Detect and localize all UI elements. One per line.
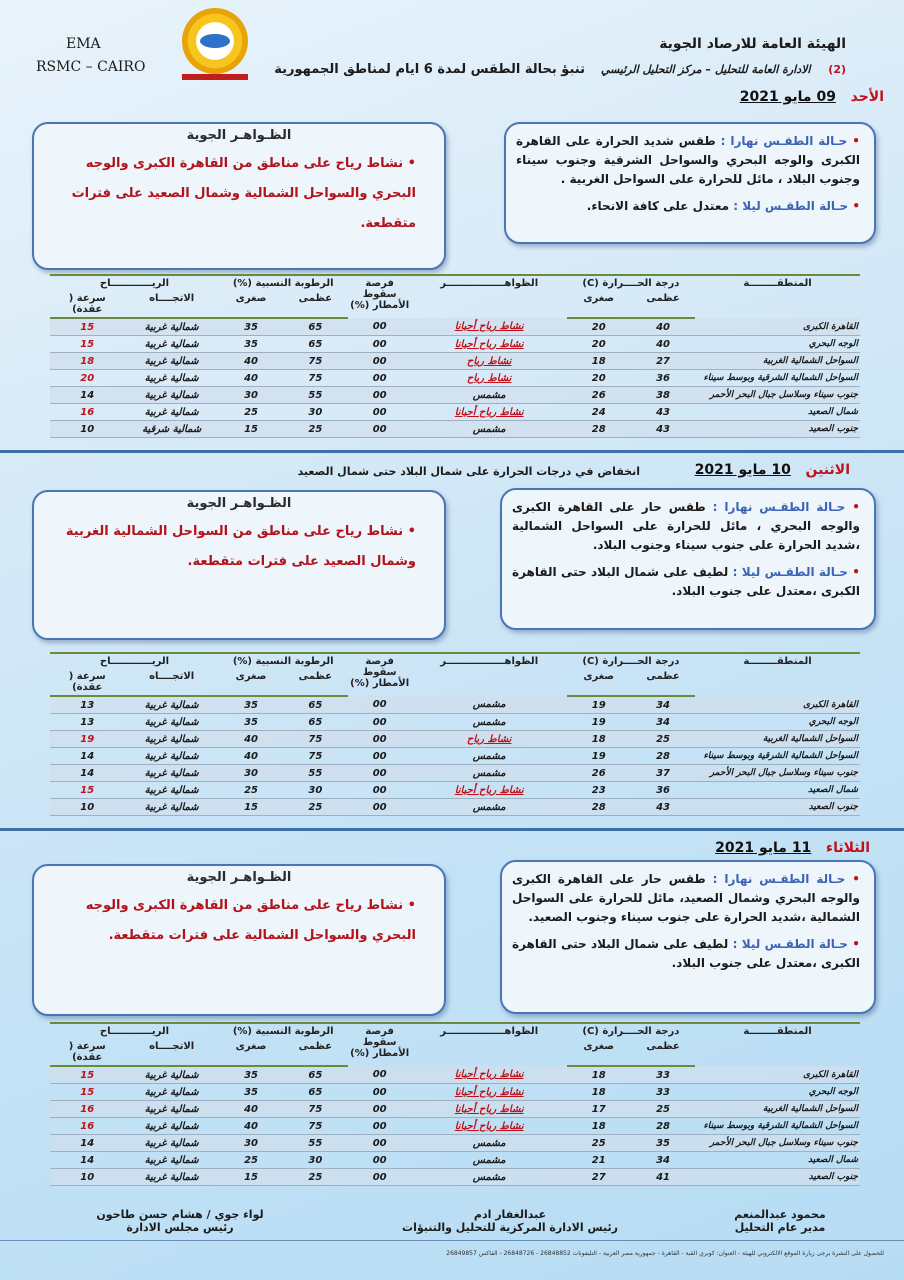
col-wind: الريــــــــــــاح [50,1023,219,1039]
wind-direction-cell: شمالية شرقية [124,421,218,438]
signature-right-name: محمود عبدالمنعم [734,1208,826,1221]
temp-min-cell: 28 [567,421,631,438]
day1-date: الأحد 09 مايو 2021 [739,89,884,105]
table-row [50,1118,860,1135]
day3-weather-box [500,860,876,1014]
temp-min-cell: 19 [567,696,631,714]
humidity-min-cell: 30 [219,387,283,404]
humidity-min-cell: 25 [219,1152,283,1169]
col-wind: الريــــــــــــاح [50,275,219,291]
day2-note: انخفاض في درجات الحرارة على شمال البلاد حتى شمال الصعيد [297,465,640,478]
wind-direction-cell: شمالية غربية [124,1169,218,1186]
rain-chance-cell: 00 [348,748,412,765]
humidity-min-cell: 25 [219,404,283,421]
humidity-min-cell: 30 [219,765,283,782]
col-wind-dir: الاتجــــاه [124,1039,218,1066]
wind-direction-cell: شمالية غربية [124,696,218,714]
day2-table [50,652,860,816]
temp-min-cell: 18 [567,353,631,370]
region-cell: القاهرة الكبرى [695,318,860,336]
day1-phenomena-text: • نشاط رياح على مناطق من القاهرة الكبرى والوجه البحري والسواحل الشمالية وشمال الصعيد على فترات متقطعة. [71,156,416,231]
col-max: عظمى [631,669,695,696]
day1-phenomena-box [32,122,446,270]
humidity-min-cell: 35 [219,1084,283,1101]
day3-phenomena-title: الظـواهـر الجوية [186,870,292,885]
region-cell: السواحل الشمالية الغربية [695,1101,860,1118]
region-cell: السواحل الشمالية الغربية [695,353,860,370]
col-max: عظمى [631,1039,695,1066]
temp-max-cell: 34 [631,1152,695,1169]
rain-chance-cell: 00 [348,1118,412,1135]
ema-label: EMA [66,36,101,52]
region-cell: جنوب الصعيد [695,421,860,438]
table-row [50,714,860,731]
humidity-min-cell: 15 [219,1169,283,1186]
rain-chance-cell: 00 [348,1101,412,1118]
signature-right [700,1208,860,1234]
temp-max-cell: 34 [631,696,695,714]
rain-chance-cell: 00 [348,782,412,799]
temp-min-cell: 20 [567,318,631,336]
day2-phenomena-box [32,490,446,640]
temp-max-cell: 40 [631,336,695,353]
wind-speed-cell: 16 [50,1101,124,1118]
day2-night-weather: • حـالة الطقـس ليلا : لطيف على شمال البلاد حتى القاهرة الكبرى ،معتدل على جنوب البلاد. [512,565,860,598]
humidity-min-cell: 40 [219,1101,283,1118]
humidity-min-cell: 15 [219,421,283,438]
signature-left-title: رئيس مجلس الادارة [126,1221,234,1234]
region-cell: شمال الصعيد [695,1152,860,1169]
temp-max-cell: 43 [631,421,695,438]
rain-chance-cell: 00 [348,1152,412,1169]
humidity-min-cell: 35 [219,714,283,731]
temp-min-cell: 23 [567,782,631,799]
phenomena-cell: مشمس [412,696,567,714]
rain-chance-cell: 00 [348,696,412,714]
humidity-max-cell: 25 [283,799,347,816]
humidity-max-cell: 65 [283,696,347,714]
col-rain: فرصة سقوط الأمطار (%) [348,1023,412,1066]
signature-mid-name: عبدالغفار ادم [473,1208,547,1221]
rain-chance-cell: 00 [348,336,412,353]
humidity-min-cell: 35 [219,696,283,714]
col-hum-min: صغرى [219,669,283,696]
humidity-min-cell: 35 [219,1066,283,1084]
day3-date-text: 11 مايو 2021 [715,840,812,856]
humidity-max-cell: 55 [283,387,347,404]
wind-speed-cell: 14 [50,1135,124,1152]
table-row [50,696,860,714]
wind-direction-cell: شمالية غربية [124,799,218,816]
signature-mid [380,1208,640,1234]
table-row [50,748,860,765]
col-hum-min: صغرى [219,291,283,318]
phenomena-cell: مشمس [412,765,567,782]
humidity-max-cell: 65 [283,1066,347,1084]
col-max: عظمى [631,291,695,318]
humidity-max-cell: 65 [283,1084,347,1101]
phenomena-cell: نشاط رياح أحيانا [412,404,567,421]
phenomena-cell: مشمس [412,1152,567,1169]
dept-number: (2) [828,63,846,76]
wind-direction-cell: شمالية غربية [124,336,218,353]
wind-direction-cell: شمالية غربية [124,748,218,765]
phenomena-cell: نشاط رياح أحيانا [412,1118,567,1135]
wind-direction-cell: شمالية غربية [124,1084,218,1101]
footer-line [0,1240,904,1241]
table-row [50,731,860,748]
col-temp: درجة الحــــرارة (C) [567,275,696,291]
temp-max-cell: 27 [631,353,695,370]
col-wind-speed: سرعة ( عقدة) [50,669,124,696]
wind-speed-cell: 20 [50,370,124,387]
temp-min-cell: 20 [567,370,631,387]
humidity-min-cell: 40 [219,731,283,748]
col-temp: درجة الحــــرارة (C) [567,1023,696,1039]
col-temp: درجة الحــــرارة (C) [567,653,696,669]
phenomena-cell: نشاط رياح أحيانا [412,318,567,336]
phenomena-cell: نشاط رياح أحيانا [412,336,567,353]
temp-max-cell: 34 [631,714,695,731]
humidity-max-cell: 25 [283,421,347,438]
wind-speed-cell: 14 [50,387,124,404]
wind-speed-cell: 15 [50,1084,124,1101]
col-wind: الريــــــــــــاح [50,653,219,669]
humidity-min-cell: 30 [219,1135,283,1152]
humidity-max-cell: 30 [283,1152,347,1169]
day2-phenomena-title: الظـواهـر الجوية [186,496,292,511]
wind-speed-cell: 10 [50,1169,124,1186]
wind-direction-cell: شمالية غربية [124,318,218,336]
temp-min-cell: 24 [567,404,631,421]
wind-direction-cell: شمالية غربية [124,765,218,782]
phenomena-cell: مشمس [412,387,567,404]
humidity-max-cell: 30 [283,782,347,799]
rain-chance-cell: 00 [348,1169,412,1186]
wind-direction-cell: شمالية غربية [124,731,218,748]
col-min: صغرى [567,291,631,318]
temp-max-cell: 33 [631,1066,695,1084]
table-row [50,1066,860,1084]
day2-table-body [50,696,860,816]
table-row [50,353,860,370]
temp-min-cell: 18 [567,1066,631,1084]
wind-direction-cell: شمالية غربية [124,714,218,731]
wind-direction-cell: شمالية غربية [124,1066,218,1084]
temp-min-cell: 25 [567,1135,631,1152]
rain-chance-cell: 00 [348,1066,412,1084]
logo-underline [182,74,248,80]
wind-speed-cell: 14 [50,1152,124,1169]
rain-chance-cell: 00 [348,731,412,748]
rain-chance-cell: 00 [348,765,412,782]
humidity-max-cell: 75 [283,353,347,370]
wind-speed-cell: 16 [50,1118,124,1135]
phenomena-cell: نشاط رياح [412,353,567,370]
day1-table [50,274,860,438]
signature-left-name: لواء جوي / هشام حسن طاحون [96,1208,264,1221]
day2-phenomena-text: • نشاط رياح على مناطق من السواحل الشمالية الغربية وشمال الصعيد على فترات متقطعة. [65,524,416,569]
rain-chance-cell: 00 [348,1135,412,1152]
table-row [50,799,860,816]
col-region: المنطقــــــــة [695,653,860,696]
humidity-min-cell: 35 [219,318,283,336]
day3-night-weather: • حـالة الطقـس ليلا : لطيف على شمال البلاد حتى القاهرة الكبرى ،معتدل على جنوب البلاد. [512,937,860,970]
humidity-min-cell: 15 [219,799,283,816]
temp-min-cell: 28 [567,799,631,816]
table-row [50,370,860,387]
col-humidity: الرطوبة النسبية (%) [219,275,348,291]
rain-chance-cell: 00 [348,370,412,387]
wind-direction-cell: شمالية غربية [124,387,218,404]
wind-speed-cell: 18 [50,353,124,370]
wind-speed-cell: 10 [50,421,124,438]
col-wind-speed: سرعة ( عقدة) [50,291,124,318]
rain-chance-cell: 00 [348,318,412,336]
phenomena-cell: نشاط رياح [412,731,567,748]
temp-min-cell: 21 [567,1152,631,1169]
region-cell: الوجه البحري [695,714,860,731]
forecast-subtitle: تنبؤ بحالة الطقس لمدة 6 ايام لمناطق الجمهورية [274,62,585,77]
table-row [50,782,860,799]
phenomena-cell: مشمس [412,748,567,765]
day3-table-body [50,1066,860,1186]
footer-contact: للحصول على النشرة يرجى زيارة الموقع الالكتروني للهيئة - العنوان: كوبري القبة - القاهرة - جمهورية مصر العربية - التليفونات 26848852 - 26848726 - الفاكس 26849857 [446,1250,884,1257]
temp-max-cell: 28 [631,748,695,765]
temp-max-cell: 36 [631,782,695,799]
wind-direction-cell: شمالية غربية [124,370,218,387]
temp-max-cell: 40 [631,318,695,336]
temp-min-cell: 26 [567,765,631,782]
humidity-max-cell: 75 [283,748,347,765]
table-row [50,336,860,353]
humidity-min-cell: 35 [219,336,283,353]
temp-min-cell: 17 [567,1101,631,1118]
temp-max-cell: 35 [631,1135,695,1152]
humidity-max-cell: 75 [283,370,347,387]
col-humidity: الرطوبة النسبية (%) [219,1023,348,1039]
col-region: المنطقــــــــة [695,275,860,318]
humidity-max-cell: 55 [283,1135,347,1152]
dept-line [274,62,846,77]
phenomena-cell: نشاط رياح أحيانا [412,1066,567,1084]
temp-max-cell: 28 [631,1118,695,1135]
rain-chance-cell: 00 [348,387,412,404]
temp-max-cell: 43 [631,404,695,421]
temp-max-cell: 25 [631,1101,695,1118]
humidity-max-cell: 75 [283,731,347,748]
humidity-max-cell: 75 [283,1118,347,1135]
signature-right-title: مدير عام التحليل [734,1221,826,1234]
wind-speed-cell: 16 [50,404,124,421]
wind-speed-cell: 15 [50,1066,124,1084]
region-cell: جنوب الصعيد [695,1169,860,1186]
col-wind-dir: الاتجــــاه [124,669,218,696]
temp-max-cell: 33 [631,1084,695,1101]
wind-speed-cell: 14 [50,765,124,782]
day2-date: الاثنين 10 مايو 2021 [694,462,850,478]
humidity-min-cell: 40 [219,1118,283,1135]
day1-separator [0,450,904,453]
wind-direction-cell: شمالية غربية [124,1152,218,1169]
rain-chance-cell: 00 [348,799,412,816]
temp-min-cell: 26 [567,387,631,404]
temp-max-cell: 38 [631,387,695,404]
col-phen: الظواهـــــــــــــــــر [412,653,567,696]
phenomena-cell: مشمس [412,1135,567,1152]
table-row [50,1135,860,1152]
wind-direction-cell: شمالية غربية [124,782,218,799]
col-region: المنطقــــــــة [695,1023,860,1066]
table-row [50,1084,860,1101]
day1-night-weather: • حـالة الطقـس ليلا : معتدل على كافة الانحاء. [586,199,860,213]
rain-chance-cell: 00 [348,1084,412,1101]
temp-min-cell: 18 [567,1084,631,1101]
region-cell: الوجه البحري [695,336,860,353]
phenomena-cell: مشمس [412,799,567,816]
rsmc-label: RSMC – CAIRO [36,59,146,75]
ema-logo [182,8,248,74]
temp-min-cell: 18 [567,731,631,748]
wind-speed-cell: 13 [50,714,124,731]
table-row [50,765,860,782]
humidity-max-cell: 65 [283,714,347,731]
region-cell: السواحل الشمالية الغربية [695,731,860,748]
phenomena-cell: مشمس [412,1169,567,1186]
wind-direction-cell: شمالية غربية [124,1118,218,1135]
temp-max-cell: 43 [631,799,695,816]
table-row [50,1152,860,1169]
day3-date: الثلاثاء 11 مايو 2021 [715,840,870,856]
wind-direction-cell: شمالية غربية [124,1135,218,1152]
wind-speed-cell: 10 [50,799,124,816]
signature-mid-title: رئيس الادارة المركزية للتحليل والتنبؤات [402,1221,618,1234]
humidity-max-cell: 30 [283,404,347,421]
humidity-min-cell: 25 [219,782,283,799]
temp-min-cell: 19 [567,748,631,765]
phenomena-cell: نشاط رياح [412,370,567,387]
humidity-max-cell: 75 [283,1101,347,1118]
table-row [50,421,860,438]
phenomena-cell: نشاط رياح أحيانا [412,1101,567,1118]
col-hum-max: عظمى [283,669,347,696]
temp-max-cell: 36 [631,370,695,387]
region-cell: جنوب سيناء وسلاسل جبال البحر الأحمر [695,1135,860,1152]
temp-max-cell: 37 [631,765,695,782]
wind-direction-cell: شمالية غربية [124,353,218,370]
phenomena-cell: نشاط رياح أحيانا [412,782,567,799]
humidity-min-cell: 40 [219,748,283,765]
day1-date-text: 09 مايو 2021 [739,89,836,105]
region-cell: جنوب سيناء وسلاسل جبال البحر الأحمر [695,387,860,404]
col-rain: فرصة سقوط الأمطار (%) [348,653,412,696]
region-cell: شمال الصعيد [695,404,860,421]
col-min: صغرى [567,669,631,696]
rain-chance-cell: 00 [348,714,412,731]
phenomena-cell: مشمس [412,714,567,731]
day3-day-weather: • حـالة الطقـس نهارا : طقس حار على القاهرة الكبرى والوجه البحري وشمال الصعيد، مائل للحرارة على السواحل الشمالية ،شديد الحرارة على جنوب سيناء وجنوب الصعيد. [512,872,860,924]
wind-speed-cell: 13 [50,696,124,714]
org-name: الهيئة العامة للارصاد الجوية [659,36,846,52]
table-row [50,404,860,421]
phenomena-cell: نشاط رياح أحيانا [412,1084,567,1101]
wind-direction-cell: شمالية غربية [124,1101,218,1118]
col-phen: الظواهـــــــــــــــــر [412,275,567,318]
humidity-min-cell: 40 [219,353,283,370]
temp-min-cell: 19 [567,714,631,731]
col-phen: الظواهـــــــــــــــــر [412,1023,567,1066]
signature-left [80,1208,280,1234]
table-row [50,1169,860,1186]
temp-max-cell: 25 [631,731,695,748]
day3-phenomena-text: • نشاط رياح على مناطق من القاهرة الكبرى والوجه البحري والسواحل الشمالية على فترات متقطعة. [85,898,416,943]
day2-date-text: 10 مايو 2021 [694,462,791,478]
wind-speed-cell: 19 [50,731,124,748]
day2-day-weather: • حـالة الطقـس نهارا : طقس حار على القاهرة الكبرى والوجه البحري ، مائل للحرارة على السواحل الشمالية ،شديد الحرارة على جنوب سيناء وجنوب البلاد. [512,500,860,552]
col-min: صغرى [567,1039,631,1066]
wind-speed-cell: 15 [50,318,124,336]
region-cell: السواحل الشمالية الشرقية وبوسط سيناء [695,370,860,387]
rain-chance-cell: 00 [348,404,412,421]
day2-weather-box [500,488,876,630]
region-cell: الوجه البحري [695,1084,860,1101]
humidity-max-cell: 55 [283,765,347,782]
rain-chance-cell: 00 [348,421,412,438]
region-cell: السواحل الشمالية الشرقية وبوسط سيناء [695,1118,860,1135]
day2-separator [0,828,904,831]
col-wind-speed: سرعة ( عقدة) [50,1039,124,1066]
phenomena-cell: مشمس [412,421,567,438]
temp-max-cell: 41 [631,1169,695,1186]
col-hum-max: عظمى [283,291,347,318]
region-cell: القاهرة الكبرى [695,1066,860,1084]
dept-name: الادارة العامة للتحليل – مركز التحليل الرئيسي [600,63,811,76]
day3-table [50,1022,860,1186]
temp-min-cell: 18 [567,1118,631,1135]
region-cell: السواحل الشمالية الشرقية وبوسط سيناء [695,748,860,765]
temp-min-cell: 20 [567,336,631,353]
table-row [50,1101,860,1118]
col-rain: فرصة سقوط الأمطار (%) [348,275,412,318]
table-row [50,387,860,404]
region-cell: جنوب الصعيد [695,799,860,816]
col-hum-max: عظمى [283,1039,347,1066]
humidity-min-cell: 40 [219,370,283,387]
day3-phenomena-box [32,864,446,1016]
col-wind-dir: الاتجــــاه [124,291,218,318]
region-cell: جنوب سيناء وسلاسل جبال البحر الأحمر [695,765,860,782]
humidity-max-cell: 65 [283,336,347,353]
day1-day-weather: • حـالة الطقـس نهارا : طقس شديد الحرارة على القاهرة الكبرى والوجه البحري والسواحل الشرقية وجنوب سيناء وجنوب البلاد ، مائل للحرارة على السواحل الغربية . [516,134,860,186]
humidity-max-cell: 65 [283,318,347,336]
wind-speed-cell: 15 [50,782,124,799]
rain-chance-cell: 00 [348,353,412,370]
wind-speed-cell: 15 [50,336,124,353]
wind-speed-cell: 14 [50,748,124,765]
table-row [50,318,860,336]
temp-min-cell: 27 [567,1169,631,1186]
day1-phenomena-title: الظـواهـر الجوية [186,128,292,143]
region-cell: شمال الصعيد [695,782,860,799]
region-cell: القاهرة الكبرى [695,696,860,714]
humidity-max-cell: 25 [283,1169,347,1186]
wind-direction-cell: شمالية غربية [124,404,218,421]
col-humidity: الرطوبة النسبية (%) [219,653,348,669]
day1-weather-box [504,122,876,244]
day1-table-body [50,318,860,438]
col-hum-min: صغرى [219,1039,283,1066]
